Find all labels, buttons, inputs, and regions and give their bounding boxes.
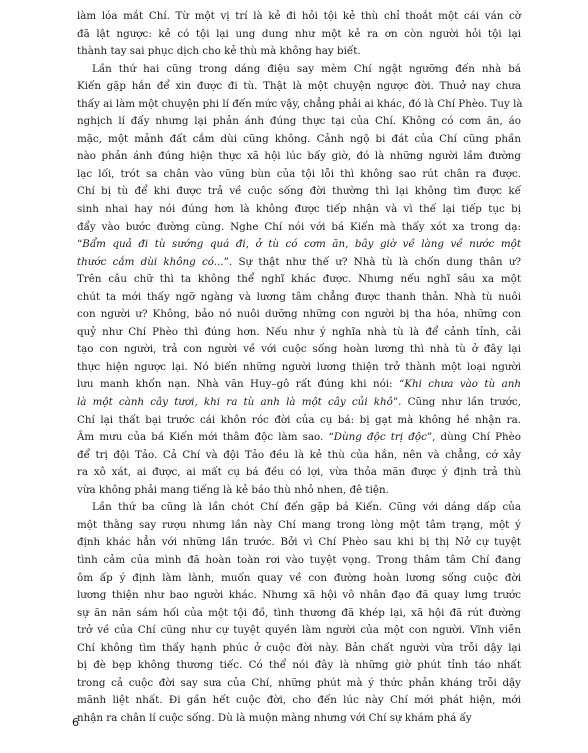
text-line: con người ư? Không, bảo nó nuôi dưỡng những con người bị tha hóa, những con (77, 308, 521, 321)
text-line: nhận ra chân lí cuộc sống. Dù là muộn màng nhưng với Chí sự khám phá ấy (77, 711, 472, 724)
text-line: là một cành cây tươi, khi ra tù anh là một cây củi khô”. Cũng như lần trước, (77, 396, 521, 409)
text-line: một thằng say rượu nhưng lần này Chí mang trong lòng một tâm trạng, một ý (77, 518, 521, 531)
body-text (77, 8, 521, 727)
text-line: vừa không phải mang tiếng là kẻ báo thù nhỏ nhen, đê tiện. (77, 483, 389, 496)
text-line: Lần thứ ba cũng là lần chót Chí đến gặp bá Kiến. Cũng với dáng dấp của (92, 501, 521, 514)
text-line: Chí bị tù để khi được trả về cuộc sống đời thường thì lại không tìm được kế (77, 185, 521, 198)
text-line: thực hiện ngược lại. Nó biến những người lương thiện trở thành một loại người (77, 360, 521, 373)
text-line: bị đè bẹp không thương tiếc. Có thể nói đây là những giờ phút tỉnh táo nhất (77, 659, 521, 672)
page-number: 6 (72, 716, 79, 729)
text-line: trong cả cuộc đời say sưa của Chí, những phút mà ý thức phản kháng trỗi dậy (77, 676, 521, 689)
paragraph (77, 61, 521, 500)
text-line: lưu manh khốn nạn. Nhà văn Huy–gô rất đúng khi nói: “Khi chưa vào tù anh (77, 378, 521, 391)
text-line: làm lóa mắt Chí. Từ một vị trí là kẻ đi hỏi tội kẻ thù chỉ thoắt một cái ván cờ (77, 10, 521, 22)
text-line: đẩy vào bước đường cùng. Nghe Chí nói với bá Kiến mà thấy xót xa trong dạ: (77, 220, 521, 233)
text-line: để trị đội Tảo. Cả Chí và đội Tảo đều là kẻ thù của hắn, nên và chẳng, cớ xảy (77, 448, 521, 461)
text-line: lạc lối, trót sa chân vào vũng bùn của tội lỗi thì không sao rút chân ra được. (77, 167, 521, 180)
text-line: ra xô xát, ai được, ai mất cụ bá đều có lợi, vừa thỏa mãn được ý định trả thù (77, 466, 521, 479)
text-line: Chí không tìm thấy hạnh phúc ở cuộc đời này. Bản chất người vừa trỗi dậy lại (77, 641, 521, 654)
text-line: đã lật ngược: kẻ có tội lại ung dung như một kẻ ra ơn còn người hỏi tội lại (77, 27, 521, 40)
text-line: Kiến gặp hắn để xin được đi tù. Thật là một chuyện ngược đời. Thuở nay chưa (77, 80, 521, 93)
text-line: mặc, một mảnh đất cắm dùi cũng không. Cảnh ngộ bi đát của Chí cũng phần (77, 132, 521, 145)
text-line: lương thiện như bao người khác. Nhưng xã hội vô nhân đạo đã quay lưng trước (77, 589, 521, 602)
text-line: “Bẩm quả đi tù sướng quá đi, ở tù có cơm ăn, bây giờ về làng về nước một (77, 238, 521, 251)
text-line: quỷ như Chí Phèo thì đúng hơn. Nếu như ý nghĩa nhà tù là để cảnh tỉnh, cải (77, 325, 521, 338)
text-line: nghịch lí đấy nhưng lại phản ánh đúng thực tại của Chí. Không có cơm ăn, áo (77, 115, 521, 128)
text-line: Chí lại thất bại trước cái khôn róc đời của cụ bá: bị gạt mà không hề nhận ra. (77, 413, 521, 426)
text-line: tình cảm của mình đã hoàn toàn rơi vào tuyệt vọng. Trong thâm tâm Chí đang (77, 553, 521, 566)
text-line: Lần thứ hai cũng trong dáng điệu say mèm Chí ngật ngưỡng đến nhà bá (92, 62, 521, 75)
text-line: Trên câu chữ thì ta không thể nghĩ khác được. Nhưng nếu nghĩ sâu xa một (77, 273, 521, 286)
text-line: nào phản ánh đúng hiện thực xã hội lúc bấy giờ, đó là những người lầm đường (77, 150, 521, 163)
paragraph (77, 499, 521, 727)
text-line: sinh nhai hay nói đúng hơn là không được tiếp nhận và vì thế lại tiếp tục bị (77, 203, 521, 216)
text-line: Âm mưu của bá Kiến mới thâm độc làm sao. “Dùng độc trị độc”, dùng Chí Phèo (77, 431, 521, 444)
text-line: định khác hẳn với những lần trước. Bởi vì Chí Phèo sau khi bị thị Nở cự tuyệt (77, 536, 521, 549)
text-line: thước cắm dùi không có...”. Sự thật như thế ư? Nhà tù là chốn dung thân ư? (77, 255, 521, 268)
text-line: sự ăn năn sám hối của một tội đồ, tình thương đã khép lại, xã hội đã rút đường (77, 606, 521, 619)
text-line: chút ta mới thấy ngỡ ngàng và lương tâm chẳng được thanh thản. Nhà tù nuôi (77, 290, 521, 303)
text-line: tạo con người, trả con người về với cuộc sống hoàn lương thì nhà tù ở đây lại (77, 343, 521, 356)
text-line: trở về của Chí cũng như cự tuyệt quyền làm người của một con người. Vĩnh viễn (77, 624, 521, 637)
paragraph (77, 8, 521, 61)
text-line: ôm ấp ý định làm lành, muốn quay về con đường hoàn lương sống cuộc đời (77, 571, 521, 584)
text-line: mãnh liệt nhất. Đi gần hết cuộc đời, cho đến lúc này Chí mới phát hiện, mới (77, 694, 521, 707)
text-line: thành tay sai phục dịch cho kẻ thù mà không hay biết. (77, 45, 361, 58)
text-line: thấy ai làm một chuyện phi lí đến mức vậy, chẳng phải ai khác, đó là Chí Phèo. Tuy là (77, 97, 523, 110)
